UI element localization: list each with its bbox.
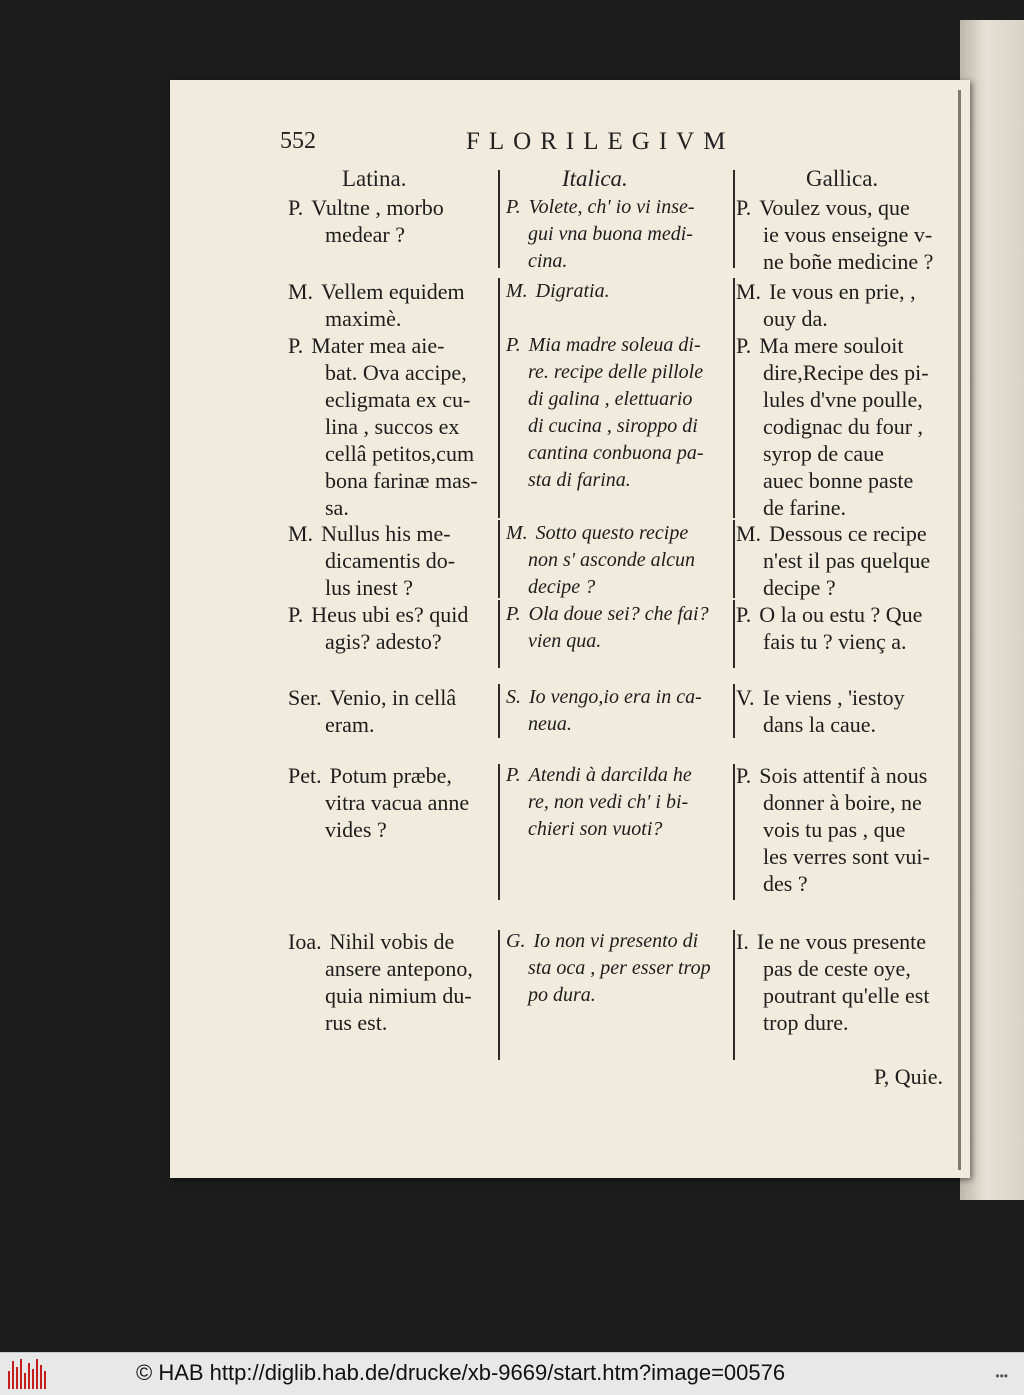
viewer-footer <box>0 1352 1024 1395</box>
dialogue-line: medear ? <box>325 222 405 247</box>
column-rule <box>733 520 735 598</box>
dialogue-line: des ? <box>763 871 808 896</box>
dialogue-line: Voulez vous, que <box>759 195 910 220</box>
dialogue-line: Ma mere souloit <box>759 333 904 358</box>
dialogue-line: cantina conbuona pa- <box>528 442 704 464</box>
dialogue-line: Ie vous en prie, , <box>769 279 916 304</box>
cell-italic-row-7 <box>506 762 732 843</box>
column-heading-italic: Italica. <box>562 166 628 191</box>
dialogue-line: trop dure. <box>763 1010 849 1035</box>
cell-italic-row-8 <box>506 928 732 1009</box>
speaker-label: P. <box>736 195 752 220</box>
dialogue-line: Sotto questo recipe <box>535 522 689 544</box>
speaker-label: M. <box>736 521 762 546</box>
speaker-label: P. <box>506 603 521 625</box>
cell-latin-row-6 <box>288 684 498 738</box>
dialogue-line: Nihil vobis de <box>329 929 455 954</box>
dialogue-line: Volete, ch' io vi inse- <box>528 196 695 218</box>
speaker-label: S. <box>506 686 521 708</box>
dialogue-line: Ie viens , 'iestoy <box>762 685 905 710</box>
dialogue-line: sa. <box>325 495 349 520</box>
dialogue-line: decipe ? <box>763 575 836 600</box>
dialogue-line: Dessous ce recipe <box>769 521 927 546</box>
dialogue-line: ecligmata ex cu- <box>325 387 471 412</box>
dialogue-line: ne boñe medicine ? <box>763 249 934 274</box>
column-rule <box>498 334 500 518</box>
cell-gallic-row-2 <box>736 278 958 332</box>
dialogue-line: les verres sont vui- <box>763 844 930 869</box>
dialogue-line: agis? adesto? <box>325 629 442 654</box>
speaker-label: P. <box>736 763 752 788</box>
dialogue-line: cellâ petitos,cum <box>325 441 475 466</box>
cell-latin-row-4 <box>288 520 498 601</box>
dialogue-line: dire,Recipe des pi- <box>763 360 929 385</box>
column-rule <box>498 520 500 598</box>
cell-italic-row-4 <box>506 520 732 601</box>
dialogue-line: gui vna buona medi- <box>528 223 693 245</box>
dialogue-line: di cucina , siroppo di <box>528 415 698 437</box>
cell-italic-row-3 <box>506 332 732 494</box>
dialogue-line: Mia madre soleua di- <box>528 334 701 356</box>
cell-italic-row-2 <box>506 278 732 305</box>
dialogue-line: sta oca , per esser trop <box>528 957 711 979</box>
speaker-label: P. <box>288 195 304 220</box>
dialogue-line: Atendi à darcilda he <box>528 764 692 786</box>
cell-latin-row-3 <box>288 332 498 521</box>
dialogue-line: poutrant qu'elle est <box>763 983 930 1008</box>
dialogue-line: ansere antepono, <box>325 956 473 981</box>
speaker-label: Pet. <box>288 763 322 788</box>
column-rule <box>498 930 500 1060</box>
dialogue-line: fais tu ? vienç a. <box>763 629 907 654</box>
cell-italic-row-6 <box>506 684 732 738</box>
dialogue-line: Sois attentif à nous <box>759 763 928 788</box>
cell-latin-row-8 <box>288 928 498 1036</box>
cell-gallic-row-8 <box>736 928 958 1036</box>
column-rule <box>733 684 735 738</box>
column-rule <box>733 170 735 268</box>
speaker-label: M. <box>288 279 314 304</box>
speaker-label: P. <box>506 196 521 218</box>
speaker-label: P. <box>736 333 752 358</box>
dialogue-line: vides ? <box>325 817 387 842</box>
dialogue-line: re. recipe delle pillole <box>528 361 704 383</box>
column-rule <box>733 334 735 518</box>
cell-gallic-row-4 <box>736 520 958 601</box>
dialogue-line: auec bonne paste <box>763 468 914 493</box>
dialogue-line: syrop de caue <box>763 441 884 466</box>
dialogue-line: Heus ubi es? quid <box>311 602 469 627</box>
dialogue-line: neua. <box>528 713 572 735</box>
dialogue-line: di galina , elettuario <box>528 388 693 410</box>
speaker-label: I. <box>736 929 749 954</box>
running-title: FLORILEGIVM <box>466 128 735 155</box>
dialogue-line: eram. <box>325 712 375 737</box>
column-rule <box>733 764 735 900</box>
speaker-label: M. <box>506 280 528 302</box>
dialogue-line: lina , succos ex <box>325 414 460 439</box>
dialogue-line: de farine. <box>763 495 847 520</box>
dialogue-line: vitra vacua anne <box>325 790 470 815</box>
speaker-label: Ser. <box>288 685 322 710</box>
page-number: 552 <box>280 128 316 154</box>
speaker-label: G. <box>506 930 526 952</box>
menu-dots-icon[interactable]: ••• <box>995 1369 1008 1383</box>
dialogue-line: non s' asconde alcun <box>528 549 696 571</box>
dialogue-line: ouy da. <box>763 306 828 331</box>
dialogue-line: vois tu pas , que <box>763 817 906 842</box>
dialogue-line: vien qua. <box>528 630 602 652</box>
speaker-label: P. <box>288 333 304 358</box>
speaker-label: P. <box>736 602 752 627</box>
cell-italic-row-5 <box>506 601 732 655</box>
catchword: P, Quie. <box>874 1064 944 1089</box>
speaker-label: P. <box>506 764 521 786</box>
dialogue-line: Ie ne vous presente <box>756 929 927 954</box>
cell-gallic-row-7 <box>736 762 958 897</box>
cell-latin-row-5 <box>288 601 498 655</box>
dialogue-line: dicamentis do- <box>325 548 456 573</box>
dialogue-line: sta di farina. <box>528 469 631 491</box>
cell-italic-row-1 <box>506 194 732 275</box>
speaker-label: Ioa. <box>288 929 322 954</box>
dialogue-line: codignac du four , <box>763 414 924 439</box>
dialogue-line: bona farinæ mas- <box>325 468 478 493</box>
dialogue-line: bat. Ova accipe, <box>325 360 467 385</box>
dialogue-line: Venio, in cellâ <box>329 685 457 710</box>
speaker-label: P. <box>506 334 521 356</box>
dialogue-line: donner à boire, ne <box>763 790 922 815</box>
dialogue-line: Mater mea aie- <box>311 333 445 358</box>
dialogue-line: Vellem equidem <box>321 279 465 304</box>
dialogue-line: Ola doue sei? che fai? <box>528 603 709 625</box>
dialogue-line: dans la caue. <box>763 712 876 737</box>
copyright-url[interactable]: © HAB http://diglib.hab.de/drucke/xb-9669/start.htm?image=00576 <box>136 1360 786 1385</box>
dialogue-line: maximè. <box>325 306 402 331</box>
column-rule <box>498 764 500 900</box>
dialogue-line: O la ou estu ? Que <box>759 602 923 627</box>
dialogue-line: lus inest ? <box>325 575 413 600</box>
dialogue-line: Nullus his me- <box>321 521 451 546</box>
dialogue-line: pas de ceste oye, <box>763 956 911 981</box>
cell-gallic-row-1 <box>736 194 958 275</box>
dialogue-line: re, non vedi ch' i bi- <box>528 791 689 813</box>
dialogue-line: Io vengo,io era in ca- <box>529 686 702 708</box>
dialogue-line: n'est il pas quelque <box>763 548 931 573</box>
column-rule <box>733 930 735 1060</box>
dialogue-line: Io non vi presento di <box>533 930 699 952</box>
speaker-label: M. <box>506 522 528 544</box>
cell-gallic-row-6 <box>736 684 958 738</box>
page-header <box>280 128 790 162</box>
column-heading-gallic: Gallica. <box>806 166 879 191</box>
column-rule <box>498 170 500 268</box>
column-rule <box>498 684 500 738</box>
speaker-label: M. <box>736 279 762 304</box>
speaker-label: M. <box>288 521 314 546</box>
dialogue-line: quia nimium du- <box>325 983 472 1008</box>
dialogue-line: chieri son vuoti? <box>528 818 663 840</box>
dialogue-line: Potum præbe, <box>329 763 452 788</box>
cell-latin-row-7 <box>288 762 498 843</box>
dialogue-line: decipe ? <box>528 576 596 598</box>
dialogue-line: Vultne , morbo <box>311 195 444 220</box>
column-rule <box>733 600 735 668</box>
dialogue-line: po dura. <box>528 984 596 1006</box>
speaker-label: V. <box>736 685 755 710</box>
cell-latin-row-2 <box>288 278 498 332</box>
cell-gallic-row-5 <box>736 601 958 655</box>
column-rule <box>498 600 500 668</box>
dialogue-line: ie vous enseigne v- <box>763 222 933 247</box>
dialogue-line: Digratia. <box>535 280 610 302</box>
page-fold <box>958 90 961 1170</box>
hab-logo-icon <box>8 1359 46 1389</box>
dialogue-line: rus est. <box>325 1010 388 1035</box>
dialogue-line: cina. <box>528 250 568 272</box>
dialogue-line: lules d'vne poulle, <box>763 387 923 412</box>
column-heading-latin: Latina. <box>342 166 407 191</box>
cell-latin-row-1 <box>288 194 498 248</box>
cell-gallic-row-3 <box>736 332 958 521</box>
speaker-label: P. <box>288 602 304 627</box>
